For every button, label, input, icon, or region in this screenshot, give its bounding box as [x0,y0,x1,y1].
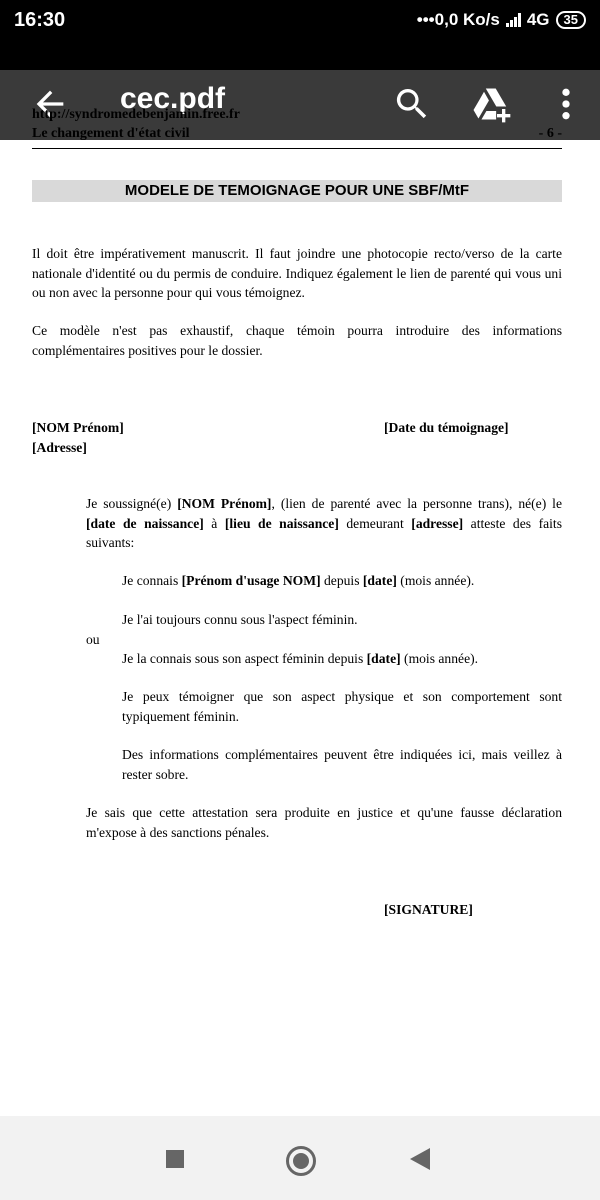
header-section: Le changement d'état civil [32,126,190,141]
search-icon[interactable] [392,84,432,124]
status-indicators [417,10,586,30]
justice-paragraph: Je sais que cette attestation sera produite en justice et qu'une fausse déclaration m'expose à des sanctions pénales. [86,805,562,840]
nav-bar [0,1116,600,1200]
known-feminine-line: Je la connais sous son aspect féminin depuis [date] (mois année). [122,651,479,666]
extra-info-paragraph: Des informations complémentaires peuvent être indiquées ici, mais veillez à rester sobre. [122,747,562,782]
intro-paragraph-1: Il doit être impérativement manuscrit. Il faut joindre une photocopie recto/verso de la carte nationale d'identité ou du permis de conduire. Indiquez également le lien de parenté qui vous uni ou non avec la personne pour qui vous témoignez. [32,246,562,300]
document-title: cec.pdf [120,82,226,115]
section-banner: MODELE DE TEMOIGNAGE POUR UNE SBF/MtF [32,180,562,202]
battery-level: 35 [563,12,578,27]
status-bar [0,0,600,40]
home-circle-icon[interactable] [286,1146,316,1176]
status-time: 16:30 [14,9,66,31]
more-vert-icon[interactable] [546,84,586,124]
physical-aspect-paragraph: Je peux témoigner que son aspect physique et son comportement sont typiquement féminin. [122,689,562,724]
page-number: - 6 - [538,126,562,141]
network-speed: •••0,0 Ko/s [416,10,500,29]
page-header [32,126,562,142]
signature-placeholder: [SIGNATURE] [384,902,473,917]
or-separator: ou [86,632,100,647]
signal-icon [506,13,521,27]
name-placeholder: [NOM Prénom] [32,420,124,435]
date-placeholder: [Date du témoignage] [384,420,509,435]
battery-icon [556,11,586,29]
header-url-visible: http://syndromedebenjamin.free.fr [32,107,240,122]
app-bar [0,40,600,140]
header-divider [32,148,562,149]
network-type: 4G [526,10,550,29]
recents-square-icon[interactable] [166,1150,184,1168]
attestation-paragraph: Je soussigné(e) [NOM Prénom], (lien de parenté avec la personne trans), né(e) le [date de naissance] à [lieu de naissance] demeurant [adresse] atteste des faits suivants: [86,496,562,550]
drive-add-icon[interactable] [472,84,512,124]
back-triangle-icon[interactable] [410,1148,430,1170]
pdf-page[interactable] [0,107,600,1116]
intro-paragraph-2: Ce modèle n'est pas exhaustif, chaque témoin pourra introduire des informations complémentaires positives pour le dossier. [32,323,562,358]
known-since-line: Je connais [Prénom d'usage NOM] depuis [date] (mois année). [122,573,475,588]
address-placeholder: [Adresse] [32,440,87,455]
always-feminine-line: Je l'ai toujours connu sous l'aspect féminin. [122,612,358,627]
